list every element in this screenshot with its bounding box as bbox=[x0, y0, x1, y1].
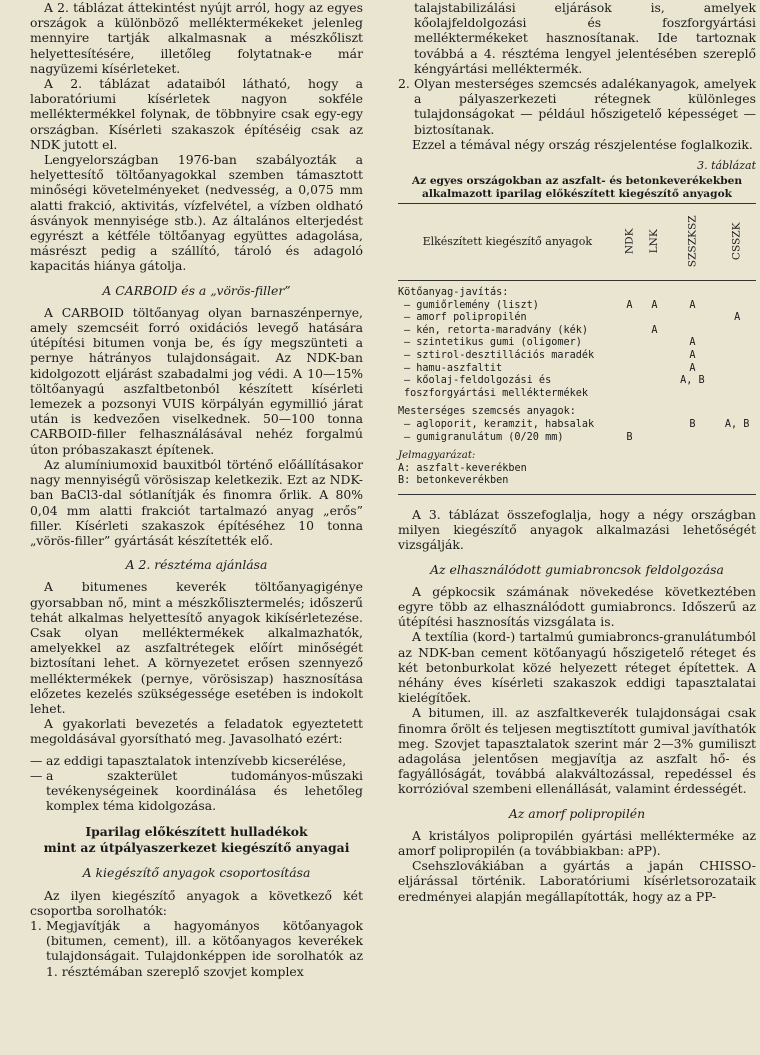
table-cell-value: A bbox=[689, 362, 696, 374]
table-cell-value bbox=[667, 325, 719, 338]
paragraph: A 2. táblázat adataiból látható, hogy a laboratóriumi kísérletek nagyon sokféle melléktermékkel folynak, de többnyire csak egy-egy országban. Kísérleti szakaszok építéséig csak az NDK jutott el. bbox=[30, 76, 363, 152]
table-cell-value: A, B bbox=[680, 375, 705, 387]
paragraph: A CARBOID töltőanyag olyan barnaszénpernye, amely szemcséit forró oxidációs levegő hatására útépítési bitumen vonja be, és így megszünteti a pernye hátrányos tulajdonságait. Az NDK-ban kidolgozott eljárást szabadalmi jog védi. A 10—15% töltőanyagú aszfaltbetonból készített kísérleti lemezek a pozsonyi VUIS körpályán egymillió járat után is kedvezően viselkednek. 50—100 tonna CARBOID-filler felhasználásával nehéz forgalmú úton próbaszakaszt építenek. bbox=[30, 304, 363, 457]
table-cell-value: A bbox=[689, 299, 696, 311]
chapter-heading bbox=[30, 824, 363, 856]
table-cell-material: — gumigranulátum (0/20 mm) bbox=[404, 431, 564, 443]
table-cell-value: A bbox=[651, 299, 658, 311]
table-legend bbox=[398, 450, 756, 488]
section-heading-csoport: A kiegészítő anyagok csoportosítása bbox=[82, 865, 311, 881]
list-item bbox=[30, 753, 363, 768]
paragraph: Ezzel a témával négy ország részjelentése foglalkozik. bbox=[412, 136, 753, 152]
table-cell-value bbox=[667, 432, 719, 445]
paragraph: A gépkocsik számának növekedése következtében egyre több az elhasználódott gumiabroncs. Időszerű az útépítési hasznosítás vizsgálata is. bbox=[398, 583, 756, 630]
table-cell-value: B bbox=[626, 431, 633, 443]
table-cell-material: — szintetikus gumi (oligomer) bbox=[404, 337, 582, 349]
table-cell-material: — hamu-aszfaltit bbox=[404, 362, 503, 374]
table-cell-value bbox=[718, 350, 756, 363]
section-heading-gumi: Az elhasználódott gumiabroncsok feldolgozása bbox=[430, 561, 724, 577]
paragraph: A bitumen, ill. az aszfaltkeverék tulajdonságai csak finomra őrölt és teljesen megtisztított gumival javíthatók meg. Szovjet tapasztalatok szerint már 2—3% gumiliszt adagolása jelentősen megjavítja az aszfalt hő- és fagyállóságát, továbbá alakváltozással, repedéssel és korrózióval szembeni ellenállását, valamint érdességét. bbox=[398, 705, 756, 797]
table-row bbox=[398, 300, 756, 313]
bullet-mark: — bbox=[30, 752, 43, 768]
numbered-item-text: Megjavítják a hagyományos kötőanyagok (bitumen, cement), ill. a kötőanyagos keverékek tulajdonságait. Tulajdonképpen ide sorolhatók az 1. résztémában szereplő szovjet komplex bbox=[46, 917, 363, 979]
table-header-country: SZSZKSZ bbox=[667, 204, 719, 281]
table-row bbox=[398, 325, 756, 338]
bullet-mark: — bbox=[30, 767, 43, 783]
paragraph: Az alumíniumoxid bauxitból történő előállításakor nagy mennyiségű vörösiszap keletkezik. Ezt az NDK-ban BaCl3-dal sótlanítják és finomra őrlik. A 80% 0,04 mm alatti frakciót tartalmazó anyag „erős” filler. Kísérleti szakaszok építéséhez 10 tonna „vörös-filler” gyártását készítették elő. bbox=[30, 456, 363, 548]
table-group-label: Mesterséges szemcsés anyagok: bbox=[398, 406, 576, 418]
table-cell-value: A bbox=[626, 299, 633, 311]
table-header-country: NDK bbox=[617, 204, 643, 281]
table-cell-material: — kőolaj-feldolgozási és foszforgyártási melléktermékek bbox=[404, 375, 589, 399]
table-cell-material: — sztirol-desztillációs maradék bbox=[404, 350, 595, 362]
table-cell-value bbox=[617, 375, 643, 400]
table-cell-value bbox=[718, 432, 756, 445]
table-label: 3. táblázat bbox=[697, 159, 756, 173]
table-cell-value bbox=[617, 350, 643, 363]
table-header-country: CSSZK bbox=[718, 204, 756, 281]
table-cell-value bbox=[642, 312, 666, 325]
table-cell-value: A bbox=[689, 337, 696, 349]
table-header-country: LNK bbox=[642, 204, 666, 281]
legend-item: A: aszfalt-keverékben bbox=[398, 462, 527, 474]
table-title: Az egyes országokban az aszfalt- és betonkeverékekben alkalmazott iparilag előkészített kiegészítő anyagok bbox=[411, 175, 743, 200]
table-cell-value bbox=[642, 432, 666, 445]
table-cell-value: A, B bbox=[724, 418, 750, 430]
table-cell-value: A bbox=[734, 312, 741, 324]
table-cell-value bbox=[642, 337, 666, 350]
numbered-item-continuation bbox=[398, 0, 756, 76]
paragraph: A bitumenes keverék töltőanyagigénye gyorsabban nő, mint a mészkőlisztermelés; időszerű tehát alkalmas helyettesítő anyagok kikísérletezése. Csak olyan melléktermékek alkalmazhatók, amelyekkel az aszfaltrétegek előírt minőségét biztosítani lehet. A környezetet erősen szennyező melléktermékek (pernye, vörösiszap) hasznosítása előzetes kezelés szükségessége esetében is indokolt lehet. bbox=[30, 579, 363, 716]
list-item bbox=[30, 768, 363, 814]
table-cell-value bbox=[617, 325, 643, 338]
table-cell-value bbox=[718, 300, 756, 313]
item-number: 1. bbox=[30, 917, 42, 933]
table-cell-value: A bbox=[651, 324, 658, 336]
table-cell-value bbox=[617, 363, 643, 376]
numbered-item-text: Olyan mesterséges szemcsés adalékanyagok, amelyek a pályaszerkezeti rétegnek különleges tulajdonságokat — például hőszigetelő képességet — biztosítanak. bbox=[414, 76, 756, 137]
table-group-row bbox=[398, 400, 756, 419]
table-cell-value: B bbox=[689, 418, 696, 430]
paragraph: A kristályos polipropilén gyártási mellékterméke az amorf polipropilén (a továbbiakban: aPP). bbox=[398, 827, 756, 859]
table-cell-material: — kén, retorta-maradvány (kék) bbox=[404, 324, 589, 336]
table-cell-material: — agloporit, keramzit, habsalak bbox=[404, 418, 595, 430]
numbered-item bbox=[30, 918, 363, 979]
paragraph: A textília (kord-) tartalmú gumiabroncs-granulátumból az NDK-ban cement kötőanyagú hőszigetelő réteget és két betonburkolat közé helyezett réteget építettek. A néhány éves kísérleti szakaszok eddigi tapasztalatai kielégítőek. bbox=[398, 629, 756, 706]
table-row bbox=[398, 312, 756, 325]
table-cell-value bbox=[642, 375, 666, 400]
table-row bbox=[398, 337, 756, 350]
item-number: 2. bbox=[398, 76, 410, 92]
paragraph: Lengyelországban 1976-ban szabályozták a helyettesítő töltőanyagokkal szemben támasztott minőségi követelményeket (nedvesség, a 0,075 mm alatti frakció, aktivitás, vízfelvétel, a vízben oldható ásványok mennyisége stb.). Az általános elterjedést egyrészt a kétféle töltőanyag együttes adagolása, másrészt pedig a szállító, tároló és adagoló kapacitás hiánya gátolja. bbox=[30, 152, 363, 274]
table-cell-value bbox=[718, 337, 756, 350]
table-header-materials: Elkészített kiegészítő anyagok bbox=[398, 204, 617, 281]
paragraph: A gyakorlati bevezetés a feladatok egyeztetett megoldásával gyorsítható meg. Javasolható ezért: bbox=[30, 716, 363, 747]
table-row bbox=[398, 363, 756, 376]
section-heading-carboid: A CARBOID és a „vörös-filler” bbox=[102, 282, 291, 298]
list-item-text: az eddigi tapasztalatok intenzívebb kicserélése, bbox=[46, 752, 347, 768]
section-heading-ajanlas: A 2. résztéma ajánlása bbox=[125, 557, 268, 573]
table-cell-value bbox=[617, 337, 643, 350]
table-cell-value bbox=[642, 363, 666, 376]
table-row bbox=[398, 432, 756, 445]
table-group-row bbox=[398, 281, 756, 300]
continuation-text: talajstabilizálási eljárások is, amelyek kőolajfeldolgozási és foszforgyártási melléktermékeket hasznosítanak. Ide tartoznak továbbá a 4. résztéma lengyel jelentésében szereplő kéngyártási melléktermék. bbox=[414, 0, 756, 76]
table-cell-value bbox=[617, 312, 643, 325]
paragraph: A 3. táblázat összefoglalja, hogy a négy országban milyen kiegészítő anyagok alkalmazási lehetőségét vizsgálják. bbox=[398, 506, 756, 553]
table-cell-value bbox=[718, 375, 756, 400]
chapter-heading-line: Iparilag előkészített hulladékok bbox=[85, 824, 308, 840]
table-cell-material: — amorf polipropilén bbox=[404, 312, 527, 324]
table-cell-value bbox=[718, 325, 756, 338]
right-column bbox=[398, 0, 756, 904]
table-cell-value: A bbox=[689, 350, 696, 362]
table-cell-value bbox=[718, 363, 756, 376]
chapter-heading-line: mint az útpályaszerkezet kiegészítő anyagai bbox=[43, 840, 350, 856]
table-row bbox=[398, 350, 756, 363]
table-cell-value bbox=[642, 350, 666, 363]
materials-table bbox=[398, 203, 756, 444]
left-column bbox=[30, 0, 363, 979]
paragraph: Csehszlovákiában a gyártás a japán CHISSO-eljárással történik. Laboratóriumi kísérletsorozataik eredményei alapján megállapították, hogy az a PP- bbox=[398, 858, 756, 904]
legend-title: Jelmagyarázat: bbox=[398, 450, 476, 462]
table-cell-value bbox=[642, 419, 666, 432]
paragraph: Az ilyen kiegészítő anyagok a következő két csoportba sorolhatók: bbox=[30, 887, 363, 918]
table-group-label: Kötőanyag-javítás: bbox=[398, 287, 509, 299]
numbered-item bbox=[398, 76, 756, 137]
table-bottom-rule bbox=[398, 494, 756, 495]
table-cell-value bbox=[667, 312, 719, 325]
section-heading-amorf: Az amorf polipropilén bbox=[508, 805, 646, 821]
legend-item: B: betonkeverékben bbox=[398, 475, 509, 487]
list-item-text: a szakterület tudományos-műszaki tevékenységeinek koordinálása és lehetőleg komplex téma kidolgozása. bbox=[46, 767, 363, 814]
table-cell-material: — gumiőrlemény (liszt) bbox=[404, 299, 539, 311]
table-cell-value bbox=[617, 419, 643, 432]
paragraph: A 2. táblázat áttekintést nyújt arról, hogy az egyes országok a különböző melléktermékeket jelenleg mennyire tartják alkalmasnak a mészkőliszt helyettesítésére, illetőleg folytatnak-e már nagyüzemi kísérleteket. bbox=[30, 0, 363, 76]
table-row bbox=[398, 375, 756, 400]
table-row bbox=[398, 419, 756, 432]
